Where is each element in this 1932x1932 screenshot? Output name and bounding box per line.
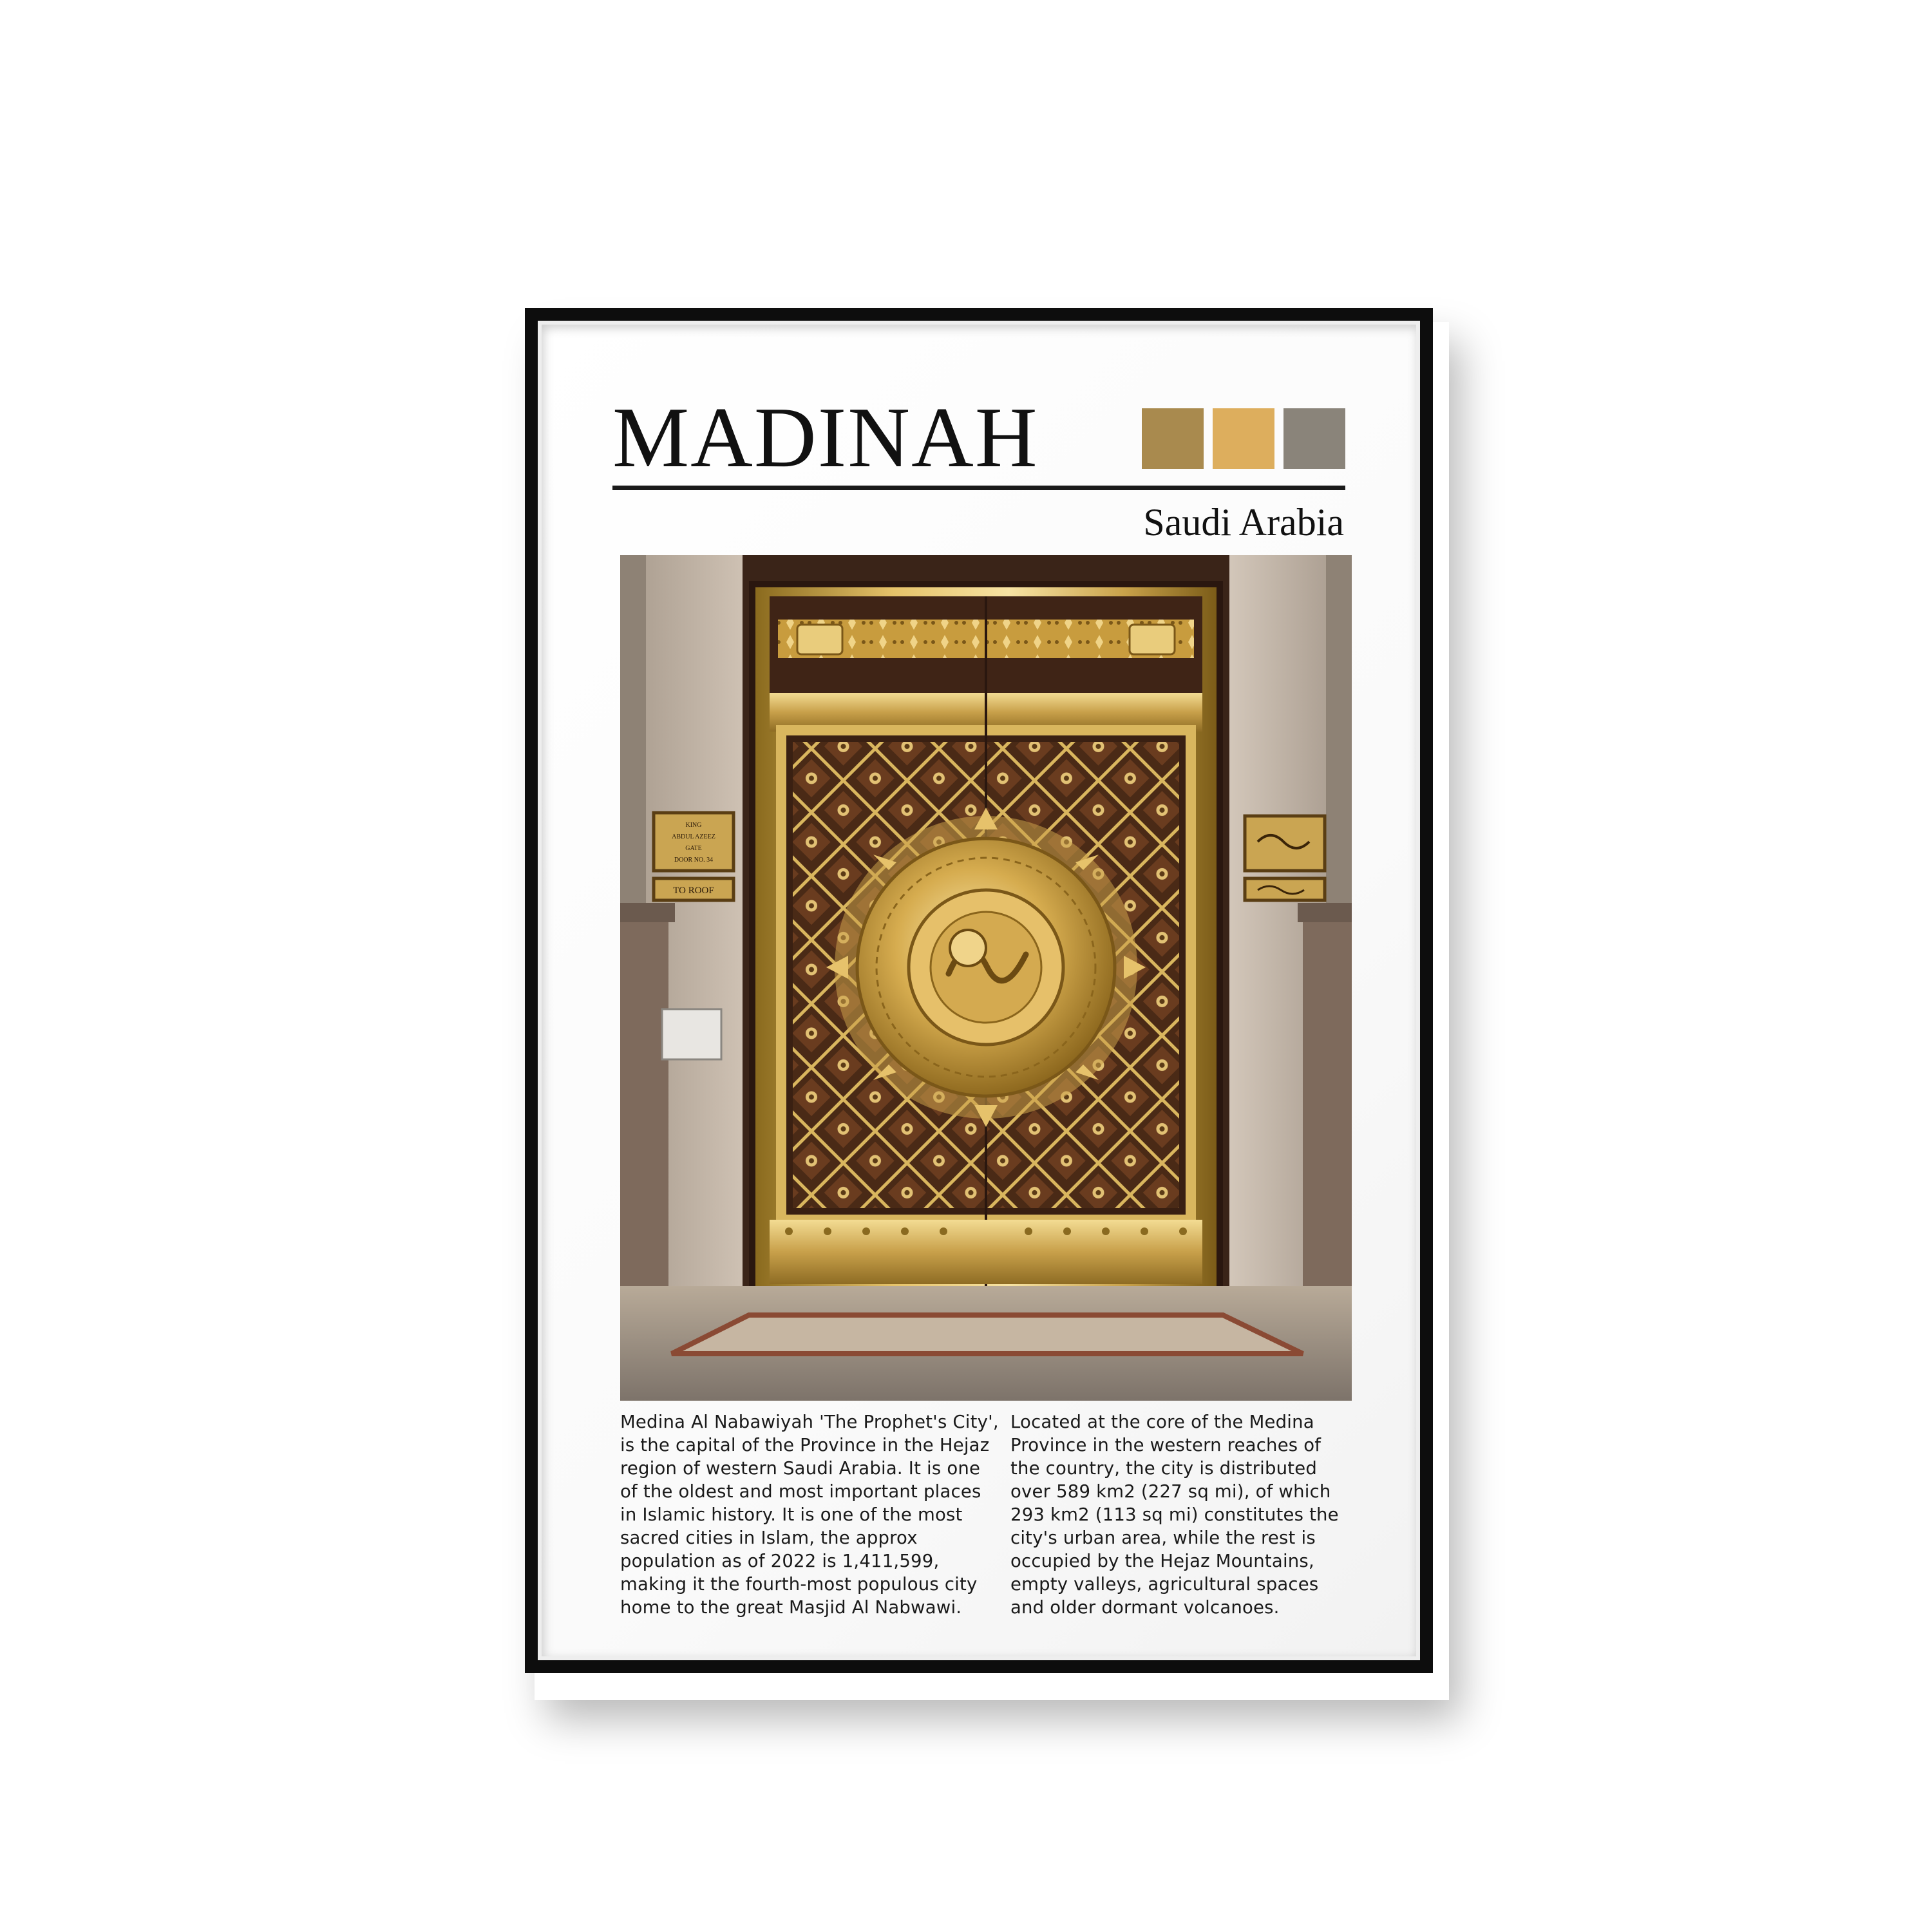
gate-sign-right-small xyxy=(1245,878,1325,900)
sign-line-4: DOOR NO. 34 xyxy=(674,857,714,864)
gate-sign-left-small xyxy=(654,878,734,900)
poster-subtitle: Saudi Arabia xyxy=(1143,501,1344,544)
sign-line-1: KING xyxy=(685,822,702,829)
gate-sign-left xyxy=(654,813,734,871)
sign-line-3: GATE xyxy=(685,845,702,852)
palette-swatch-3 xyxy=(1283,408,1345,469)
sign-line-2: ABDUL AZEEZ xyxy=(672,833,715,840)
title-divider xyxy=(612,486,1345,490)
gate-medallion xyxy=(826,808,1146,1127)
to-roof-label: TO ROOF xyxy=(673,886,714,896)
wall-utility-box xyxy=(662,1009,721,1059)
description-left: Medina Al Nabawiyah 'The Prophet's City', is the capital of the Province in the Hejaz region of western Saudi Arabia. It is one of the oldest and most important places in Islamic history. It is one of the most sacred cities in Islam, the approx population as of 2022 is 1,411,599, making it the fourth-most populous city home to the great Masjid Al Nabwawi. xyxy=(620,1412,999,1618)
poster-title: MADINAH xyxy=(612,390,1039,485)
description-section xyxy=(620,1410,1352,1619)
poster-mat xyxy=(538,321,1420,1660)
palette-swatch-1 xyxy=(1142,408,1204,469)
poster-frame xyxy=(525,308,1433,1673)
color-palette xyxy=(1142,408,1345,469)
palette-swatch-2 xyxy=(1213,408,1274,469)
ornate-gate-illustration xyxy=(620,555,1352,1401)
description-right: Located at the core of the Medina Province in the western reaches of the country, the city is distributed over 589 km2 (227 sq mi), of which 293 km2 (113 sq mi) constitutes the city's urban area, while the rest is occupied by the Hejaz Mountains, empty valleys, agricultural spaces and older dormant volcanoes. xyxy=(1010,1412,1339,1618)
gate-photo xyxy=(620,555,1352,1401)
